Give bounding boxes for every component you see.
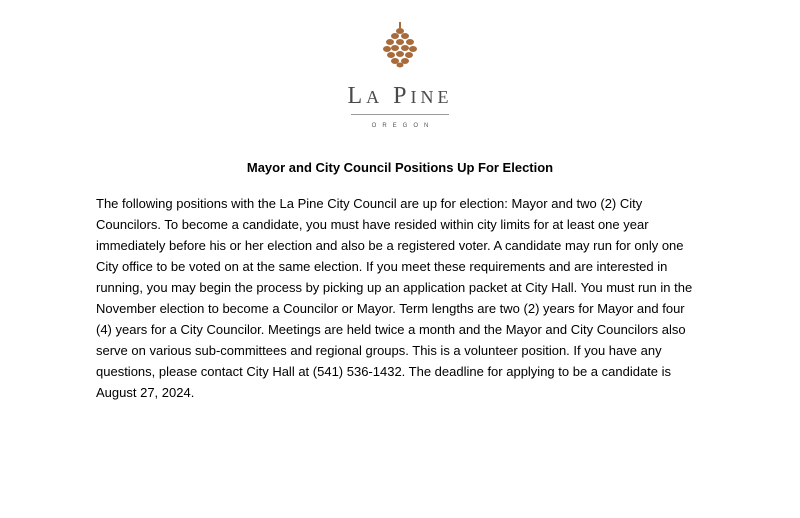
city-logo	[0, 22, 800, 129]
logo-wordmark	[0, 84, 800, 108]
logo-word1-rest: A	[366, 87, 384, 107]
notice-line: Councilors. To become a candidate, you must have resided within city limits for at least one year	[96, 217, 649, 232]
notice-body	[96, 193, 710, 403]
notice-line: The following positions with the La Pine City Council are up for election: Mayor and two (2) City	[96, 196, 643, 211]
notice-line: running, you may begin the process by picking up an application packet at City Hall. You must run in the	[96, 280, 693, 295]
notice-title: Mayor and City Council Positions Up For Election	[246, 160, 554, 175]
notice-line: City office to be voted on at the same election. If you meet these requirements and are interested in	[96, 259, 668, 274]
logo-word2-rest: INE	[410, 87, 453, 107]
notice-line: serve on various sub-committees and regional groups. This is a volunteer position. If you have any	[96, 343, 662, 358]
logo-divider	[351, 114, 449, 115]
notice-line: November election to become a Councilor or Mayor. Term lengths are two (2) years for Mayor and four	[96, 301, 685, 316]
pinecone-icon	[380, 22, 420, 68]
notice-line: questions, please contact City Hall at (541) 536-1432. The deadline for applying to be a candidate is	[96, 364, 672, 379]
logo-subtitle: OREGON	[371, 123, 435, 129]
logo-word2-cap: P	[393, 83, 411, 109]
notice-line: August 27, 2024.	[96, 385, 195, 400]
logo-word1-cap: L	[347, 83, 367, 109]
notice-line: immediately before his or her election and also be a registered voter. A candidate may run for only one	[96, 238, 684, 253]
notice-line: (4) years for a City Councilor. Meetings are held twice a month and the Mayor and City Councilors also	[96, 322, 686, 337]
